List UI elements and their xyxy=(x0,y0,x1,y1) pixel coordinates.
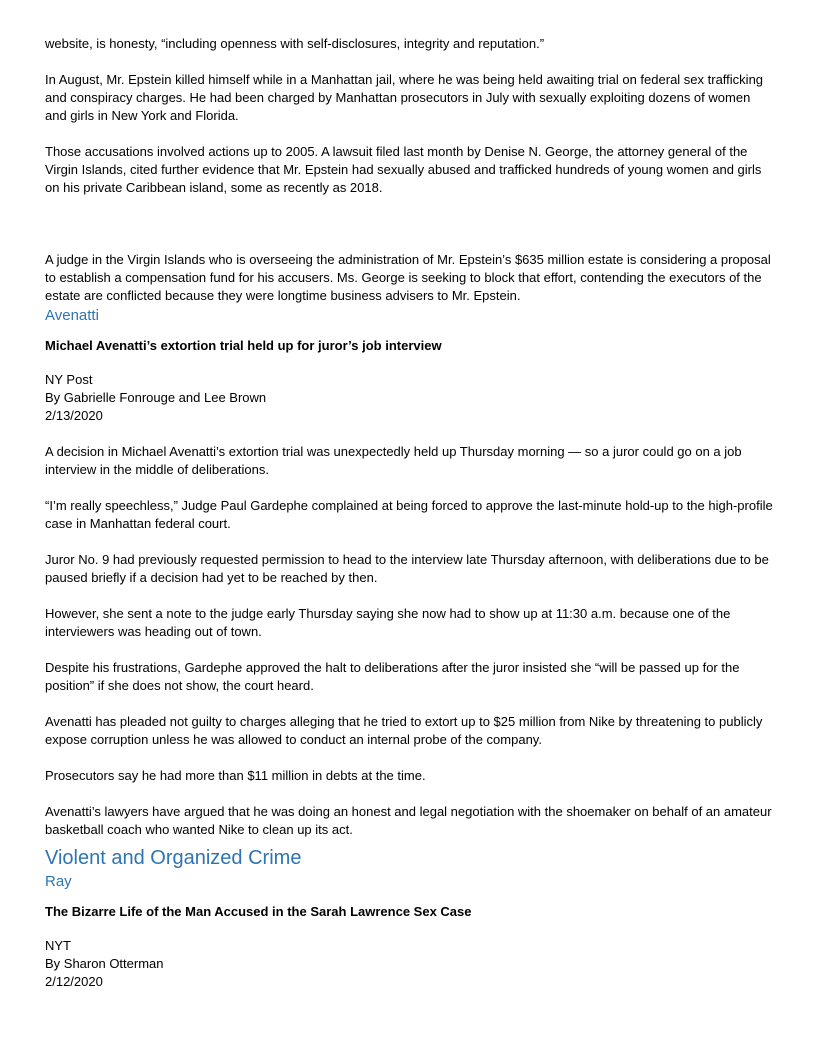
avenatti-paragraph-7: Prosecutors say he had more than $11 million in debts at the time. xyxy=(45,768,426,783)
article-headline-ray: The Bizarre Life of the Man Accused in the Sarah Lawrence Sex Case xyxy=(45,904,472,919)
section-heading-avenatti: Avenatti xyxy=(45,307,99,324)
article-byline: By Sharon Otterman xyxy=(45,956,164,971)
article-source: NY Post xyxy=(45,372,93,387)
avenatti-paragraph-6: Avenatti has pleaded not guilty to charges alleging that he tried to extort up to $25 million from Nike by threatening to publicly expose corruption unless he was allowed to conduct an internal probe of the company. xyxy=(45,714,763,747)
section-heading-violent-crime: Violent and Organized Crime xyxy=(45,847,302,869)
article-meta-avenatti xyxy=(45,371,775,425)
subsection-heading-ray: Ray xyxy=(45,873,72,890)
article-headline-avenatti: Michael Avenatti’s extortion trial held up for juror’s job interview xyxy=(45,338,442,353)
avenatti-paragraph-2: “I’m really speechless,” Judge Paul Gardephe complained at being forced to approve the last-minute hold-up to the high-profile case in Manhattan federal court. xyxy=(45,498,773,531)
epstein-paragraph-2: In August, Mr. Epstein killed himself while in a Manhattan jail, where he was being held awaiting trial on federal sex trafficking and conspiracy charges. He had been charged by Manhattan prosecutors in July with sexually exploiting dozens of women and girls in New York and Florida. xyxy=(45,72,764,123)
article-byline: By Gabrielle Fonrouge and Lee Brown xyxy=(45,390,267,405)
avenatti-paragraph-1: A decision in Michael Avenatti’s extortion trial was unexpectedly held up Thursday morning — so a juror could go on a job interview in the middle of deliberations. xyxy=(45,444,742,477)
avenatti-paragraph-3: Juror No. 9 had previously requested permission to head to the interview late Thursday afternoon, with deliberations due to be paused briefly if a decision had yet to be reached by then. xyxy=(45,552,769,585)
avenatti-paragraph-8: Avenatti’s lawyers have argued that he was doing an honest and legal negotiation with the shoemaker on behalf of an amateur basketball coach who wanted Nike to clean up its act. xyxy=(45,804,772,837)
epstein-paragraph-4: A judge in the Virgin Islands who is overseeing the administration of Mr. Epstein’s $635 million estate is considering a proposal to establish a compensation fund for his accusers. Ms. George is seeking to block that effort, contending the executors of the estate are conflicted because they were longtime business advisers to Mr. Epstein. xyxy=(45,252,771,303)
avenatti-paragraph-4: However, she sent a note to the judge early Thursday saying she now had to show up at 11:30 a.m. because one of the interviewers was heading out of town. xyxy=(45,606,731,639)
article-source: NYT xyxy=(45,938,71,953)
article-date: 2/12/2020 xyxy=(45,974,103,989)
article-meta-ray xyxy=(45,937,775,991)
epstein-paragraph-3: Those accusations involved actions up to 2005. A lawsuit filed last month by Denise N. George, the attorney general of the Virgin Islands, cited further evidence that Mr. Epstein had sexually abused and trafficked hundreds of young women and girls on his private Caribbean island, some as recently as 2018. xyxy=(45,144,762,195)
avenatti-paragraph-5: Despite his frustrations, Gardephe approved the halt to deliberations after the juror insisted she “will be passed up for the position” if she does not show, the court heard. xyxy=(45,660,740,693)
epstein-paragraph-1: website, is honesty, “including openness with self-disclosures, integrity and reputation.” xyxy=(45,36,545,51)
article-date: 2/13/2020 xyxy=(45,408,103,423)
document-page xyxy=(45,35,775,1009)
